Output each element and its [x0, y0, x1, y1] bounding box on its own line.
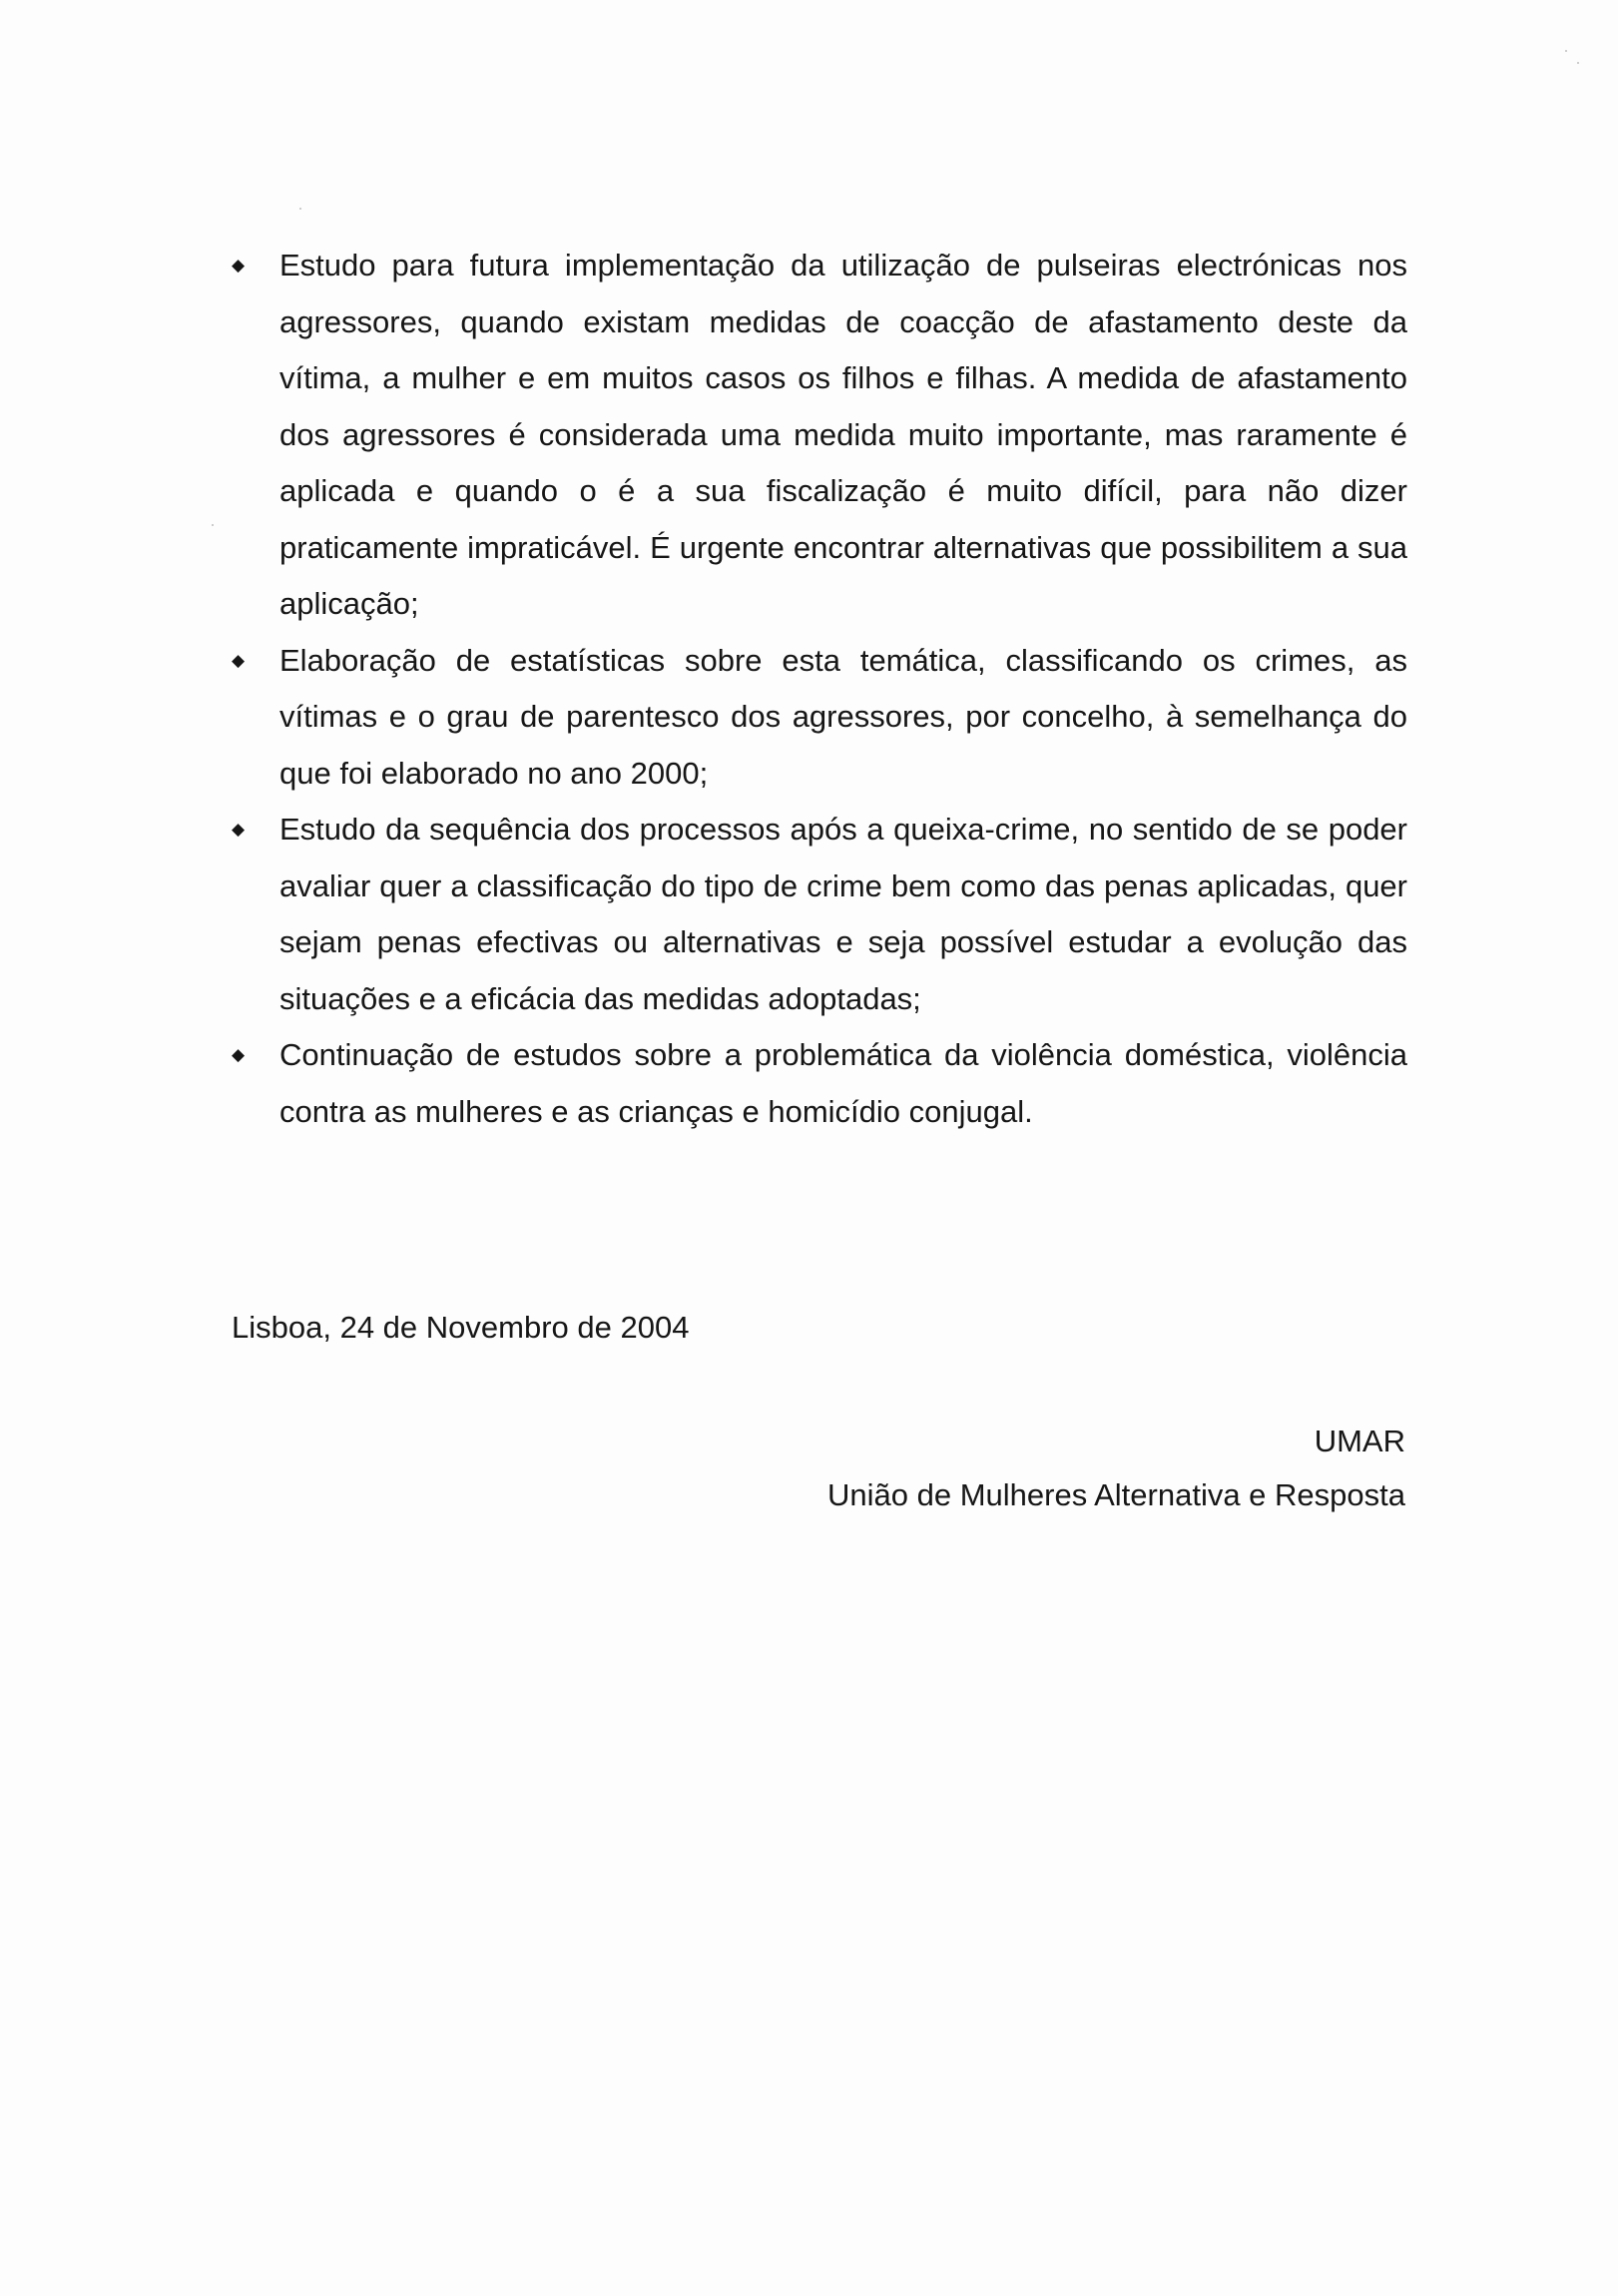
list-item: [232, 633, 1407, 803]
scan-speck: [299, 208, 301, 210]
recommendations-list: [232, 238, 1407, 1140]
list-item-text: Estudo para futura implementação da utilização de pulseiras electrónicas nos agressores, quando existam medidas de coacção de afastamento deste da vítima, a mulher e em muitos casos os filhos e filhas. A medida de afastamento dos agressores é considerada uma medida muito importante, mas raramente é aplicada e quando o é a sua fiscalização é muito difícil, para não dizer praticamente impraticável. É urgente encontrar alternativas que possibilitem a sua aplicação;: [279, 248, 1407, 621]
signature-organization-name: União de Mulheres Alternativa e Resposta: [827, 1477, 1405, 1512]
list-item: [232, 238, 1407, 633]
diamond-bullet-icon: ◆: [232, 650, 246, 670]
scan-speck: [1577, 62, 1579, 64]
list-item-text: Elaboração de estatísticas sobre esta temática, classificando os crimes, as vítimas e o grau de parentesco dos agressores, por concelho, à semelhança do que foi elaborado no ano 2000;: [279, 642, 1407, 791]
scan-speck: [1565, 50, 1567, 52]
scan-speck: [212, 524, 214, 526]
list-item: [232, 1027, 1407, 1140]
diamond-bullet-icon: ◆: [232, 1045, 246, 1064]
list-item-text: Continuação de estudos sobre a problemática da violência doméstica, violência contra as mulheres e as crianças e homicídio conjugal.: [279, 1037, 1407, 1129]
list-item: [232, 802, 1407, 1027]
signature-organization-acronym: UMAR: [1314, 1424, 1405, 1458]
diamond-bullet-icon: ◆: [232, 820, 246, 839]
place-and-date: Lisboa, 24 de Novembro de 2004: [232, 1310, 690, 1345]
list-item-text: Estudo da sequência dos processos após a queixa-crime, no sentido de se poder avaliar quer a classificação do tipo de crime bem como das penas aplicadas, quer sejam penas efectivas ou alternativas e seja possível estudar a evolução das situações e a eficácia das medidas adoptadas;: [279, 812, 1407, 1016]
diamond-bullet-icon: ◆: [232, 256, 246, 275]
